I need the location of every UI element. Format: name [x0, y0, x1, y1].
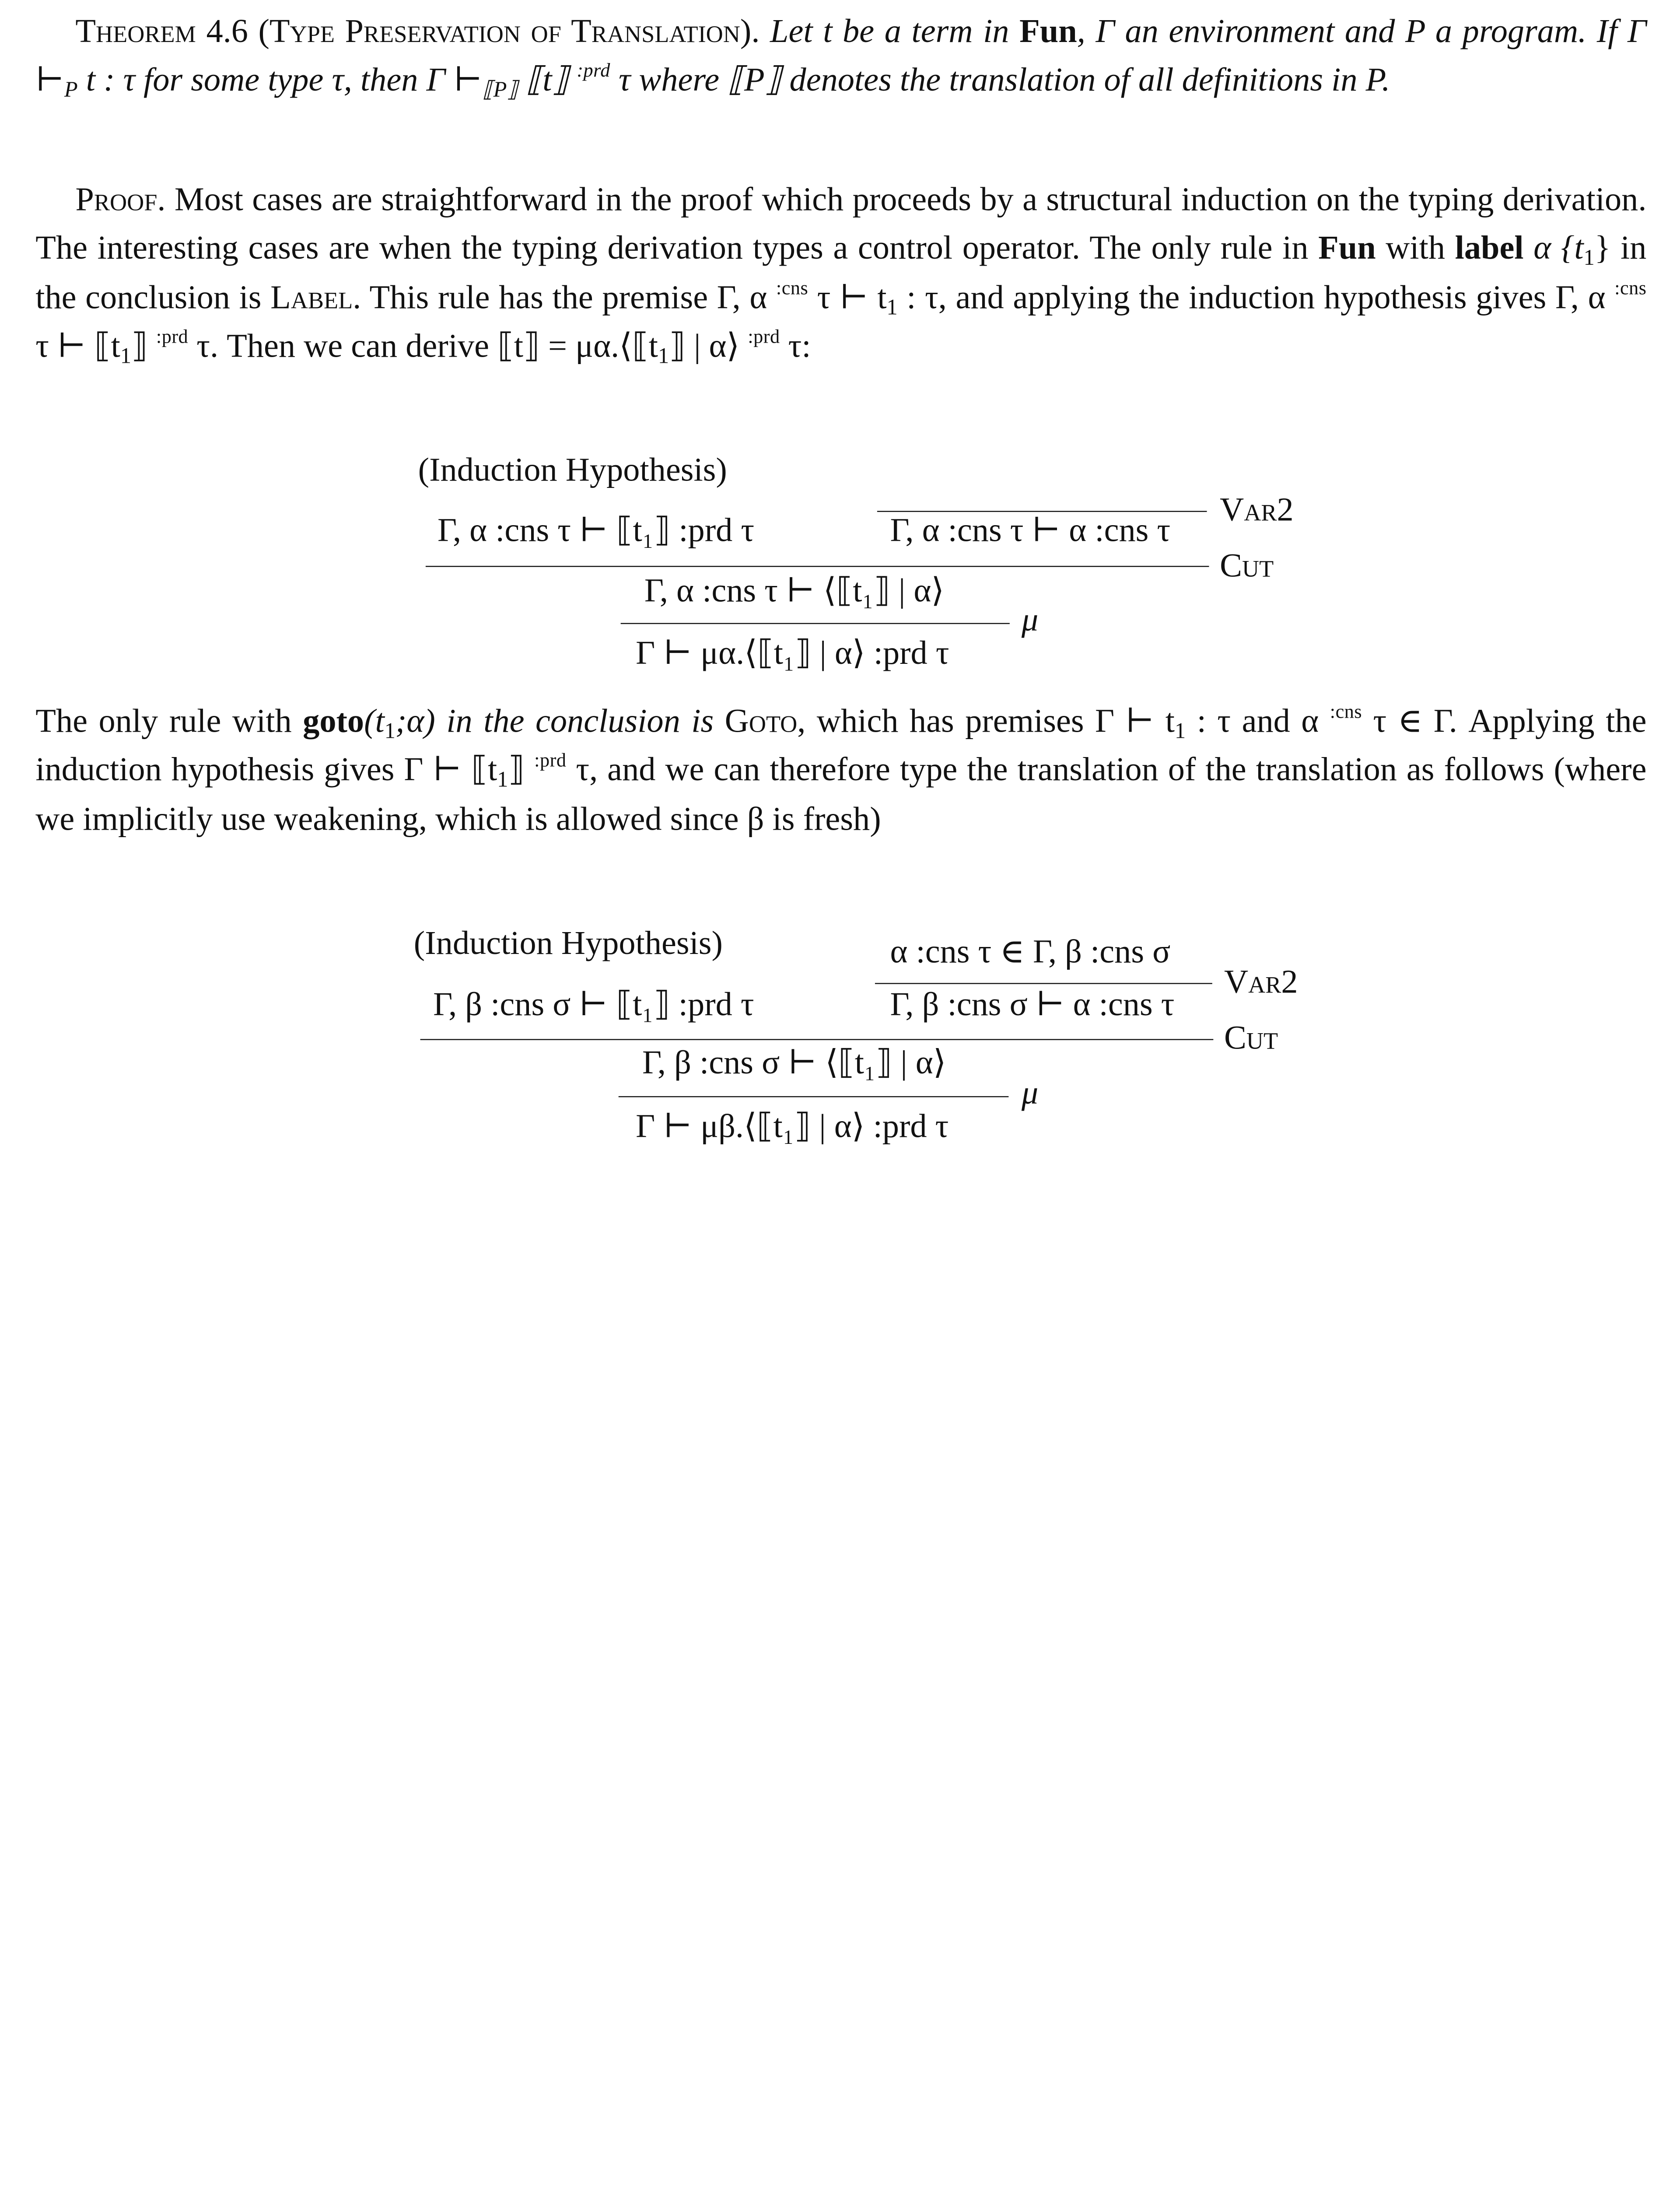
fun-language: Fun	[1318, 228, 1376, 267]
subscript-1: 1	[1583, 247, 1595, 271]
goto-rule-name: Goto	[724, 701, 798, 740]
proof-paragraph	[35, 175, 1646, 370]
proof-text-8: τ ⊢ ⟦t	[35, 326, 120, 365]
theorem-text-2: , Γ an environment and P a program. If Γ ⊢	[35, 12, 1647, 98]
proof-text-7: : τ, and applying the induction hypothesis gives Γ, α	[897, 277, 1615, 316]
label-rule-name: Label	[270, 277, 353, 316]
mu-rule-line	[619, 1096, 1009, 1097]
cut-rule-line	[420, 1039, 1214, 1040]
var2-rule-label: Var2	[1224, 962, 1298, 1000]
proof-text-6: τ ⊢ t	[808, 277, 887, 316]
mu-rule-line	[621, 623, 1010, 624]
theorem-heading: Theorem 4.6 (Type Preservation of Translation).	[75, 12, 760, 50]
induction-hypothesis-label: (Induction Hypothesis)	[418, 450, 727, 488]
left-premise: Γ, β :cns σ ⊢ ⟦t₁⟧ :prd τ	[433, 985, 754, 1023]
membership-premise: α :cns τ ∈ Γ, β :cns σ	[890, 932, 1171, 970]
proof-text-1: Most cases are straightforward in the proof which proceeds by a structural induction on the typing derivation. The interesting cases are when the typing derivation types a control operator. The only rule in	[35, 180, 1647, 267]
subscript-1: 1	[384, 719, 396, 743]
cut-conclusion: Γ, α :cns τ ⊢ ⟨⟦t₁⟧ | α⟩	[644, 571, 945, 609]
theorem-text-1: Let t be a term in	[770, 12, 1020, 50]
proof-text-9: ⟧	[131, 326, 156, 365]
goto-text-8: τ, and we can therefore type the translation of the translation as follows (where we implicitly use weakening, which is allowed since β is fresh)	[35, 750, 1647, 837]
proof-text-4: } in the conclusion is	[35, 228, 1647, 316]
var2-rule-label: Var2	[1220, 490, 1294, 528]
theorem-text-5: τ where ⟦P⟧ denotes the translation of all definitions in P.	[610, 60, 1390, 98]
goto-text-3: ;α) in the conclusion is	[395, 701, 725, 740]
mu-rule-label: μ	[1021, 600, 1039, 638]
var2-rule-line	[875, 983, 1212, 984]
goto-keyword: goto	[303, 701, 364, 740]
cns-annotation: :cns	[1330, 701, 1362, 722]
theorem-text-3: t : τ for some type τ, then Γ ⊢	[77, 60, 483, 98]
label-keyword: label	[1455, 228, 1524, 267]
subscript-1: 1	[658, 344, 669, 368]
right-premise: Γ, β :cns σ ⊢ α :cns τ	[890, 985, 1175, 1023]
goto-text-6: τ ∈ Γ. Applying the induction hypothesis gives Γ ⊢ ⟦t	[35, 701, 1647, 789]
subscript-1: 1	[120, 344, 131, 368]
proof-text-10: τ. Then we can derive ⟦t⟧ = μα.⟨⟦t	[188, 326, 658, 365]
theorem-text-4: ⟦t⟧	[518, 60, 577, 98]
proof-text-5: . This rule has the premise Γ, α	[353, 277, 776, 316]
subscript-1: 1	[1175, 719, 1186, 743]
cns-annotation: :cns	[1614, 277, 1647, 298]
goto-paragraph	[35, 696, 1646, 843]
induction-hypothesis-label: (Induction Hypothesis)	[413, 923, 723, 961]
proof-text-12: τ:	[780, 326, 811, 365]
final-conclusion: Γ ⊢ μβ.⟨⟦t₁⟧ | α⟩ :prd τ	[636, 1107, 949, 1145]
theorem-sub-p: P	[64, 78, 78, 103]
subscript-1: 1	[886, 295, 898, 319]
prd-annotation: :prd	[156, 325, 189, 347]
cut-rule-line	[426, 566, 1209, 567]
cut-conclusion: Γ, β :cns σ ⊢ ⟨⟦t₁⟧ | α⟩	[642, 1043, 946, 1081]
cns-annotation: :cns	[776, 277, 808, 298]
theorem-sub-translated-p: ⟦P⟧	[482, 78, 518, 103]
left-premise: Γ, α :cns τ ⊢ ⟦t₁⟧ :prd τ	[437, 511, 755, 549]
final-conclusion: Γ ⊢ μα.⟨⟦t₁⟧ | α⟩ :prd τ	[636, 634, 949, 672]
fun-language: Fun	[1019, 12, 1077, 50]
subscript-1: 1	[497, 768, 508, 792]
goto-text-4: , which has premises Γ ⊢ t	[797, 701, 1175, 740]
goto-text-7: ⟧	[508, 750, 535, 789]
prd-annotation: :prd	[534, 749, 567, 771]
right-premise: Γ, α :cns τ ⊢ α :cns τ	[890, 511, 1171, 549]
goto-text-2: (t	[364, 701, 385, 740]
goto-text-1: The only rule with	[35, 701, 303, 740]
proof-text-2: with	[1376, 228, 1455, 267]
cut-rule-label: Cut	[1220, 546, 1274, 584]
prd-annotation: :prd	[748, 325, 780, 347]
theorem-4-6	[35, 7, 1646, 104]
proof-text-11: ⟧ | α⟩	[669, 326, 748, 365]
goto-text-5: : τ and α	[1186, 701, 1330, 740]
mu-rule-label: μ	[1021, 1073, 1039, 1112]
cut-rule-label: Cut	[1224, 1018, 1278, 1056]
proof-heading: Proof.	[75, 180, 166, 218]
proof-text-3: α {t	[1523, 228, 1584, 267]
theorem-prd-annotation: :prd	[577, 60, 610, 81]
